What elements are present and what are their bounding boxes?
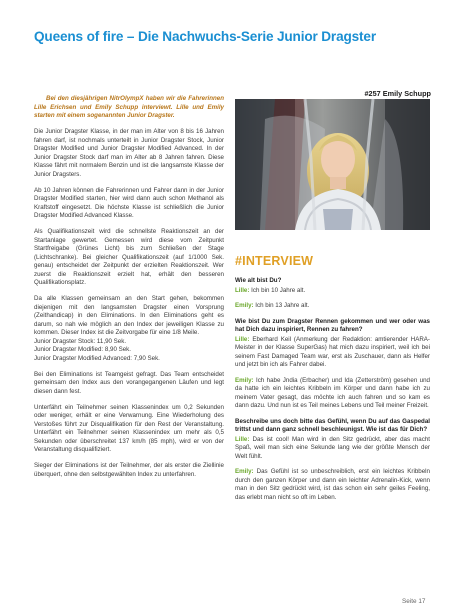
article-body (34, 95, 224, 487)
photo-caption: #257 Emily Schupp (364, 89, 431, 98)
speaker-label: Lille: (235, 435, 250, 443)
body-paragraph: Bei den Eliminations ist Teamgeist gefragt. Das Team entscheidet gemeinsam den Index aus den vorangegangenen Läufen und legt diesen dann fest. (34, 370, 224, 395)
interview-answer: Lille: Eberhard Keil (Anmerkung der Redaktion: amtierender HARA-Meister in der Klasse SuperGas) hat mich dazu inspiriert, weil ich bei seinem Fast Damaged Team war, erst als Zuschauer, dann als Helfer und jetzt bin ich als Fahrer dabei. (235, 335, 430, 368)
intro-paragraph: Bei den diesjährigen NitrOlympX haben wir die Fahrerinnen Lille Erichsen und Emily Schupp interviewt. Lille und Emily starten mit einem sogenannten Junior Dragster. (34, 95, 224, 119)
interview-body (235, 277, 430, 509)
body-paragraph: Da alle Klassen gemeinsam an den Start gehen, bekommen diejenigen mit den langsamsten Dragster einen Vorsprung (Zeithandicap) in den Eliminations. In den Eliminations geht es darum, so nah wie möglich an den Index der jeweiligen Klasse zu kommen. Dieser Index ist die Zeitvorgabe für eine 1/8 Meile. Junior Dragster Stock: 11,90 Sek. Junior Dragster Modified: 8,90 Sek. Junior Dragster Modified Advanced: 7,90 Sek. (34, 295, 224, 362)
speaker-label: Emily: (235, 468, 254, 475)
body-paragraph: Als Qualifikationszeit wird die schnellste Reaktionszeit an der Startanlage gewertet. Gemessen wird diese vom Zeitpunkt Startfreigabe (Grünes Licht) bis zum Schließen der Stage (Lichtschranke). Bei gleicher Qualifikationszeit (auf 1/1000 Sek. genau) entscheidet der Zeitpunkt der erzielten Reaktionszeit. Wer zuerst die Reaktionszeit erzielt hat, erhält den besseren Qualifikationsplatz. (34, 228, 224, 286)
driver-photo (235, 99, 430, 230)
interview-answer: Lille: Ich bin 10 Jahre alt. (235, 286, 306, 294)
interview-question: Wie bist Du zum Dragster Rennen gekommen und wer oder was hat Dich dazu inspiriert, Rennen zu fahren? (235, 317, 430, 333)
body-paragraph: Ab 10 Jahren können die Fahrerinnen und Fahrer dann in der Junior Dragster Modified starten, hier wird dann auch schon Methanol als Kraftstoff eingesetzt. Die höchste Klasse ist schließlich die Junior Dragster Modified Advanced Klasse. (34, 186, 224, 219)
page-number: Seite 17 (402, 598, 426, 605)
index-line: Junior Dragster Stock: 11,90 Sek. (34, 337, 127, 345)
page-title: Queens of fire – Die Nachwuchs-Serie Junior Dragster (34, 29, 376, 44)
index-line: Junior Dragster Modified Advanced: 7,90 Sek. (34, 354, 160, 362)
speaker-label: Lille: (235, 286, 250, 294)
interview-question: Wie alt bist Du? (235, 277, 282, 284)
interview-answer: Lille: Das ist cool! Man wird in den Sitz gedrückt, aber das macht Spaß, weil man sich eine Sekunde lang wie der größte Mensch der Welt fühlt. (235, 435, 430, 460)
speaker-label: Emily: (235, 302, 254, 309)
body-paragraph: Unterfährt ein Teilnehmer seinen Klassenindex um 0,2 Sekunden oder weniger, erhält er eine Verwarnung. Eine Wiederholung des Verstoßes führt zur Disqualifikation für den Rest der Veranstaltung. Unterfährt ein Teilnehmer seinen Klassenindex um mehr als 0,5 Sekunden oder überschreitet 137 km/h (85 mph), wird er von der Veranstaltung disqualifiziert. (34, 403, 224, 453)
interview-question: Beschreibe uns doch bitte das Gefühl, wenn Du auf das Gaspedal trittst und dann ganz schnell beschleunigst. Wie ist das für Dich? (235, 417, 430, 433)
interview-answer: Emily: Ich bin 13 Jahre alt. (235, 302, 310, 309)
speaker-label: Lille: (235, 335, 250, 343)
interview-heading: #INTERVIEW (235, 254, 314, 268)
interview-answer: Emily: Ich habe Jndia (Erbacher) und Ida (Zetterström) gesehen und da hatte ich ein leichtes Kribbeln im Körper und dann habe ich zu meinem Vater gesagt, das möchte ich auch fahren und so kam es dann dazu. Und nun ist es Teil meines Lebens und Teil meiner Freizeit. (235, 376, 430, 409)
index-line: Junior Dragster Modified: 8,90 Sek. (34, 346, 131, 353)
body-paragraph: Sieger der Eliminations ist der Teilnehmer, der als erster die Ziellinie überquert, ohne den selbstgewählten Index zu unterfahren. (34, 462, 224, 478)
body-paragraph: Die Junior Dragster Klasse, in der man im Alter von 8 bis 16 Jahren fahren darf, ist nochmals unterteilt in Junior Dragster Stock, Junior Dragster Modified und Junior Dragster Modified Advanced. In der Junior Dragster Stock darf man im Alter ab 8 Jahren fahren. Diese Klasse fährt mit normalem Benzin und ist die langsamste Klasse der Junior Dragsters. (34, 128, 224, 178)
interview-answer: Emily: Das Gefühl ist so unbeschreiblich, erst ein leichtes Kribbeln durch den ganzen Körper und dann ein leichter Adrenalin-Kick, wenn man in den Sitz gedrückt wird, ist das schon ein sehr geiles Feeling, das erlebt man nicht so oft im Leben. (235, 468, 430, 501)
portrait-photo-icon (235, 99, 430, 230)
speaker-label: Emily: (235, 376, 254, 384)
